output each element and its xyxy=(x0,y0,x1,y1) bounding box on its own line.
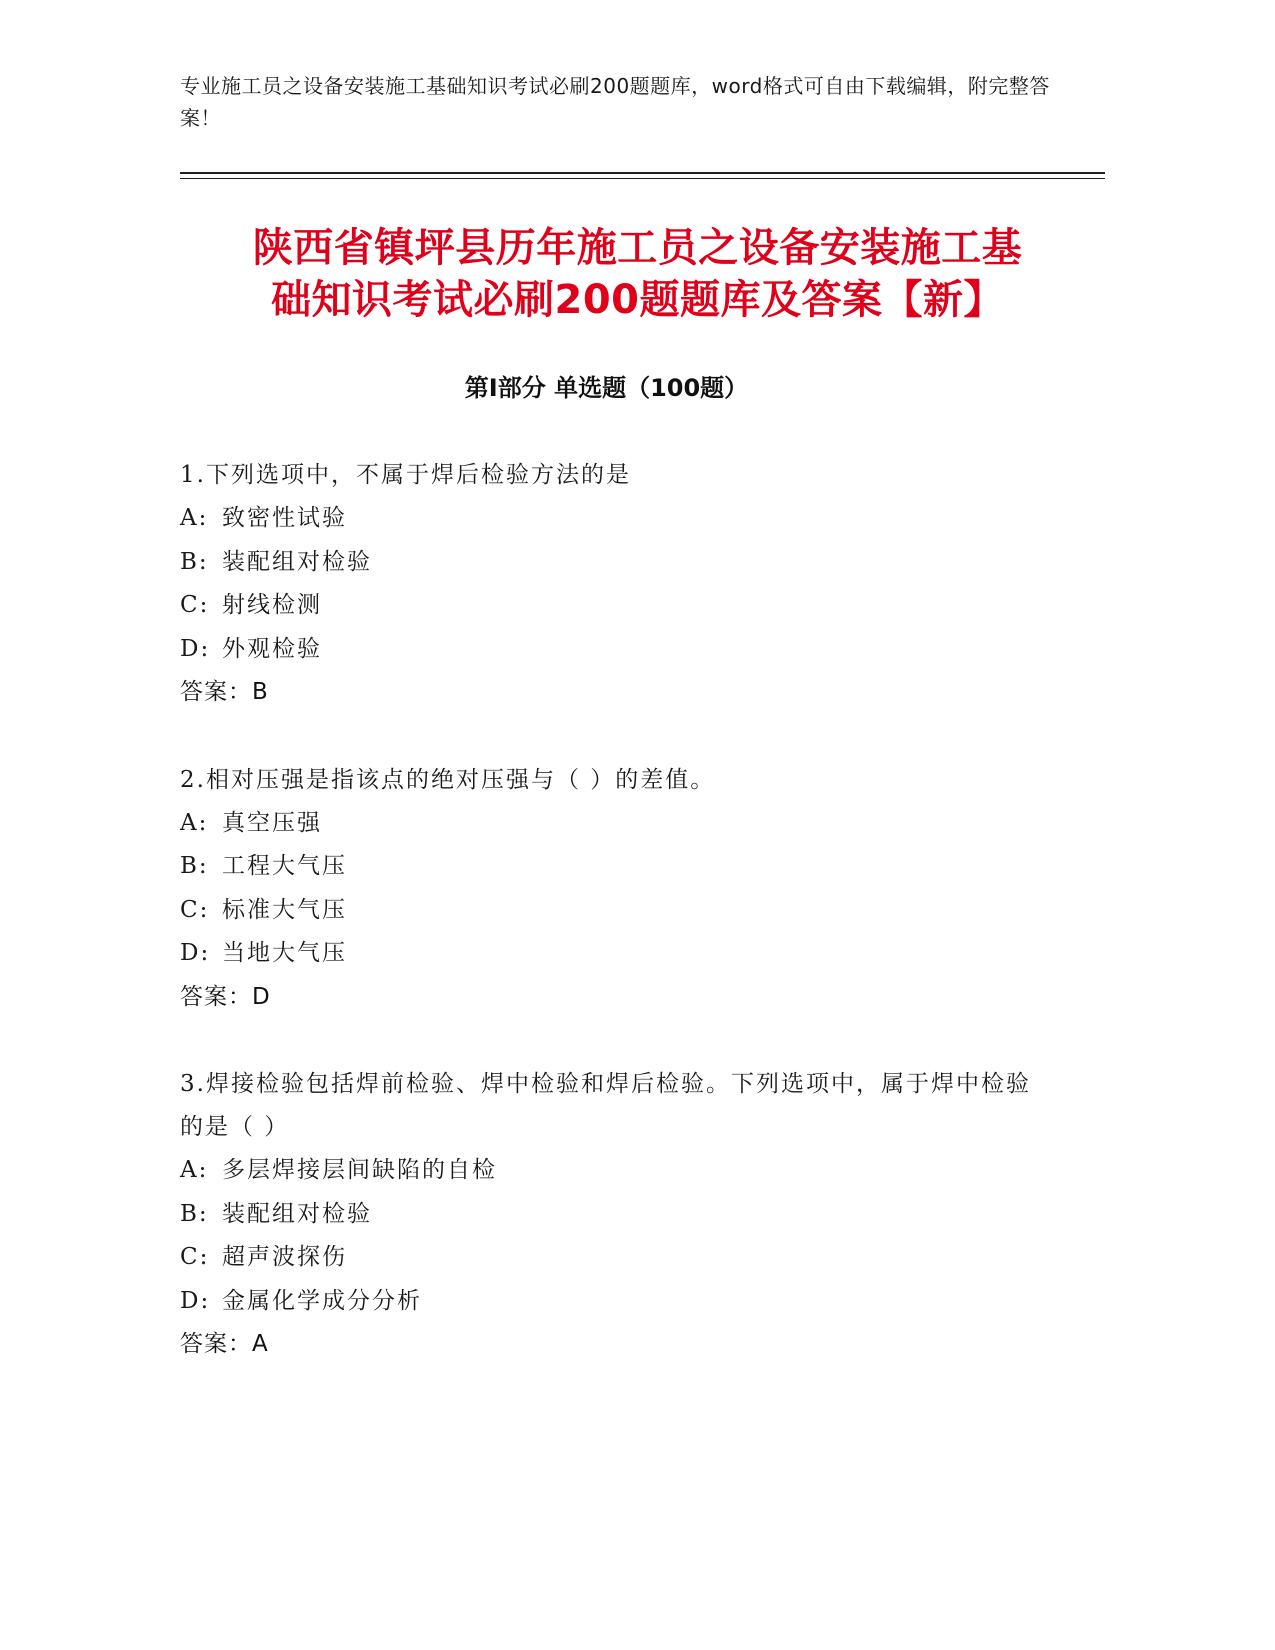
document-title-line-1: 陕西省镇坪县历年施工员之设备安装施工基 xyxy=(252,225,1023,271)
option-c xyxy=(180,889,1050,933)
option-d xyxy=(180,932,1050,976)
option-text: 金属化学成分分析 xyxy=(222,1287,422,1314)
option-b xyxy=(180,541,1050,585)
option-key: D: xyxy=(180,635,211,662)
option-key: B: xyxy=(180,548,209,575)
question-stem: 2.相对压强是指该点的绝对压强与（ ）的差值。 xyxy=(180,766,716,793)
document-title-line-2: 础知识考试必刷200题题库及答案【新】 xyxy=(271,277,1004,323)
option-d xyxy=(180,628,1050,672)
option-key: A: xyxy=(180,505,209,531)
option-text: 装配组对检验 xyxy=(222,1200,372,1227)
option-text: 工程大气压 xyxy=(222,853,347,879)
option-key: B: xyxy=(180,853,209,879)
option-text: 真空压强 xyxy=(222,809,322,836)
option-key: C: xyxy=(180,896,210,923)
question-list xyxy=(180,454,1050,1411)
option-key: A: xyxy=(180,809,209,836)
option-text: 多层焊接层间缺陷的自检 xyxy=(222,1157,497,1183)
option-key: B: xyxy=(180,1200,209,1227)
option-text: 当地大气压 xyxy=(222,940,347,966)
option-text: 装配组对检验 xyxy=(222,548,372,575)
question-2 xyxy=(180,759,1050,1020)
option-text: 超声波探伤 xyxy=(222,1244,347,1270)
option-a xyxy=(180,1149,1050,1193)
option-text: 射线检测 xyxy=(222,592,322,618)
header-divider-thin xyxy=(180,178,1105,179)
question-stem: 1.下列选项中，不属于焊后检验方法的是 xyxy=(180,462,631,488)
option-key: C: xyxy=(180,1244,210,1270)
header-note: 专业施工员之设备安装施工基础知识考试必刷200题题库，word格式可自由下载编辑，附完整答案！ xyxy=(180,74,1050,130)
option-c xyxy=(180,584,1050,628)
option-b xyxy=(180,845,1050,889)
question-stem: 3.焊接检验包括焊前检验、焊中检验和焊后检验。下列选项中，属于焊中检验的是（ ） xyxy=(180,1071,1031,1140)
option-text: 标准大气压 xyxy=(222,896,347,923)
option-key: A: xyxy=(180,1157,209,1183)
option-a xyxy=(180,802,1050,846)
answer: 答案：A xyxy=(180,1331,269,1357)
option-text: 外观检验 xyxy=(222,635,322,662)
question-1 xyxy=(180,454,1050,715)
document-title xyxy=(150,222,1125,326)
header-divider-thick xyxy=(180,172,1105,174)
option-b xyxy=(180,1193,1050,1237)
question-3 xyxy=(180,1063,1050,1367)
option-text: 致密性试验 xyxy=(222,505,347,531)
section-title: 第I部分 单选题（100题） xyxy=(464,374,749,402)
answer: 答案：B xyxy=(180,679,269,705)
option-key: C: xyxy=(180,592,210,618)
option-c xyxy=(180,1236,1050,1280)
answer: 答案：D xyxy=(180,983,271,1010)
option-a xyxy=(180,497,1050,541)
option-key: D: xyxy=(180,1287,211,1314)
option-d xyxy=(180,1280,1050,1324)
option-key: D: xyxy=(180,940,211,966)
